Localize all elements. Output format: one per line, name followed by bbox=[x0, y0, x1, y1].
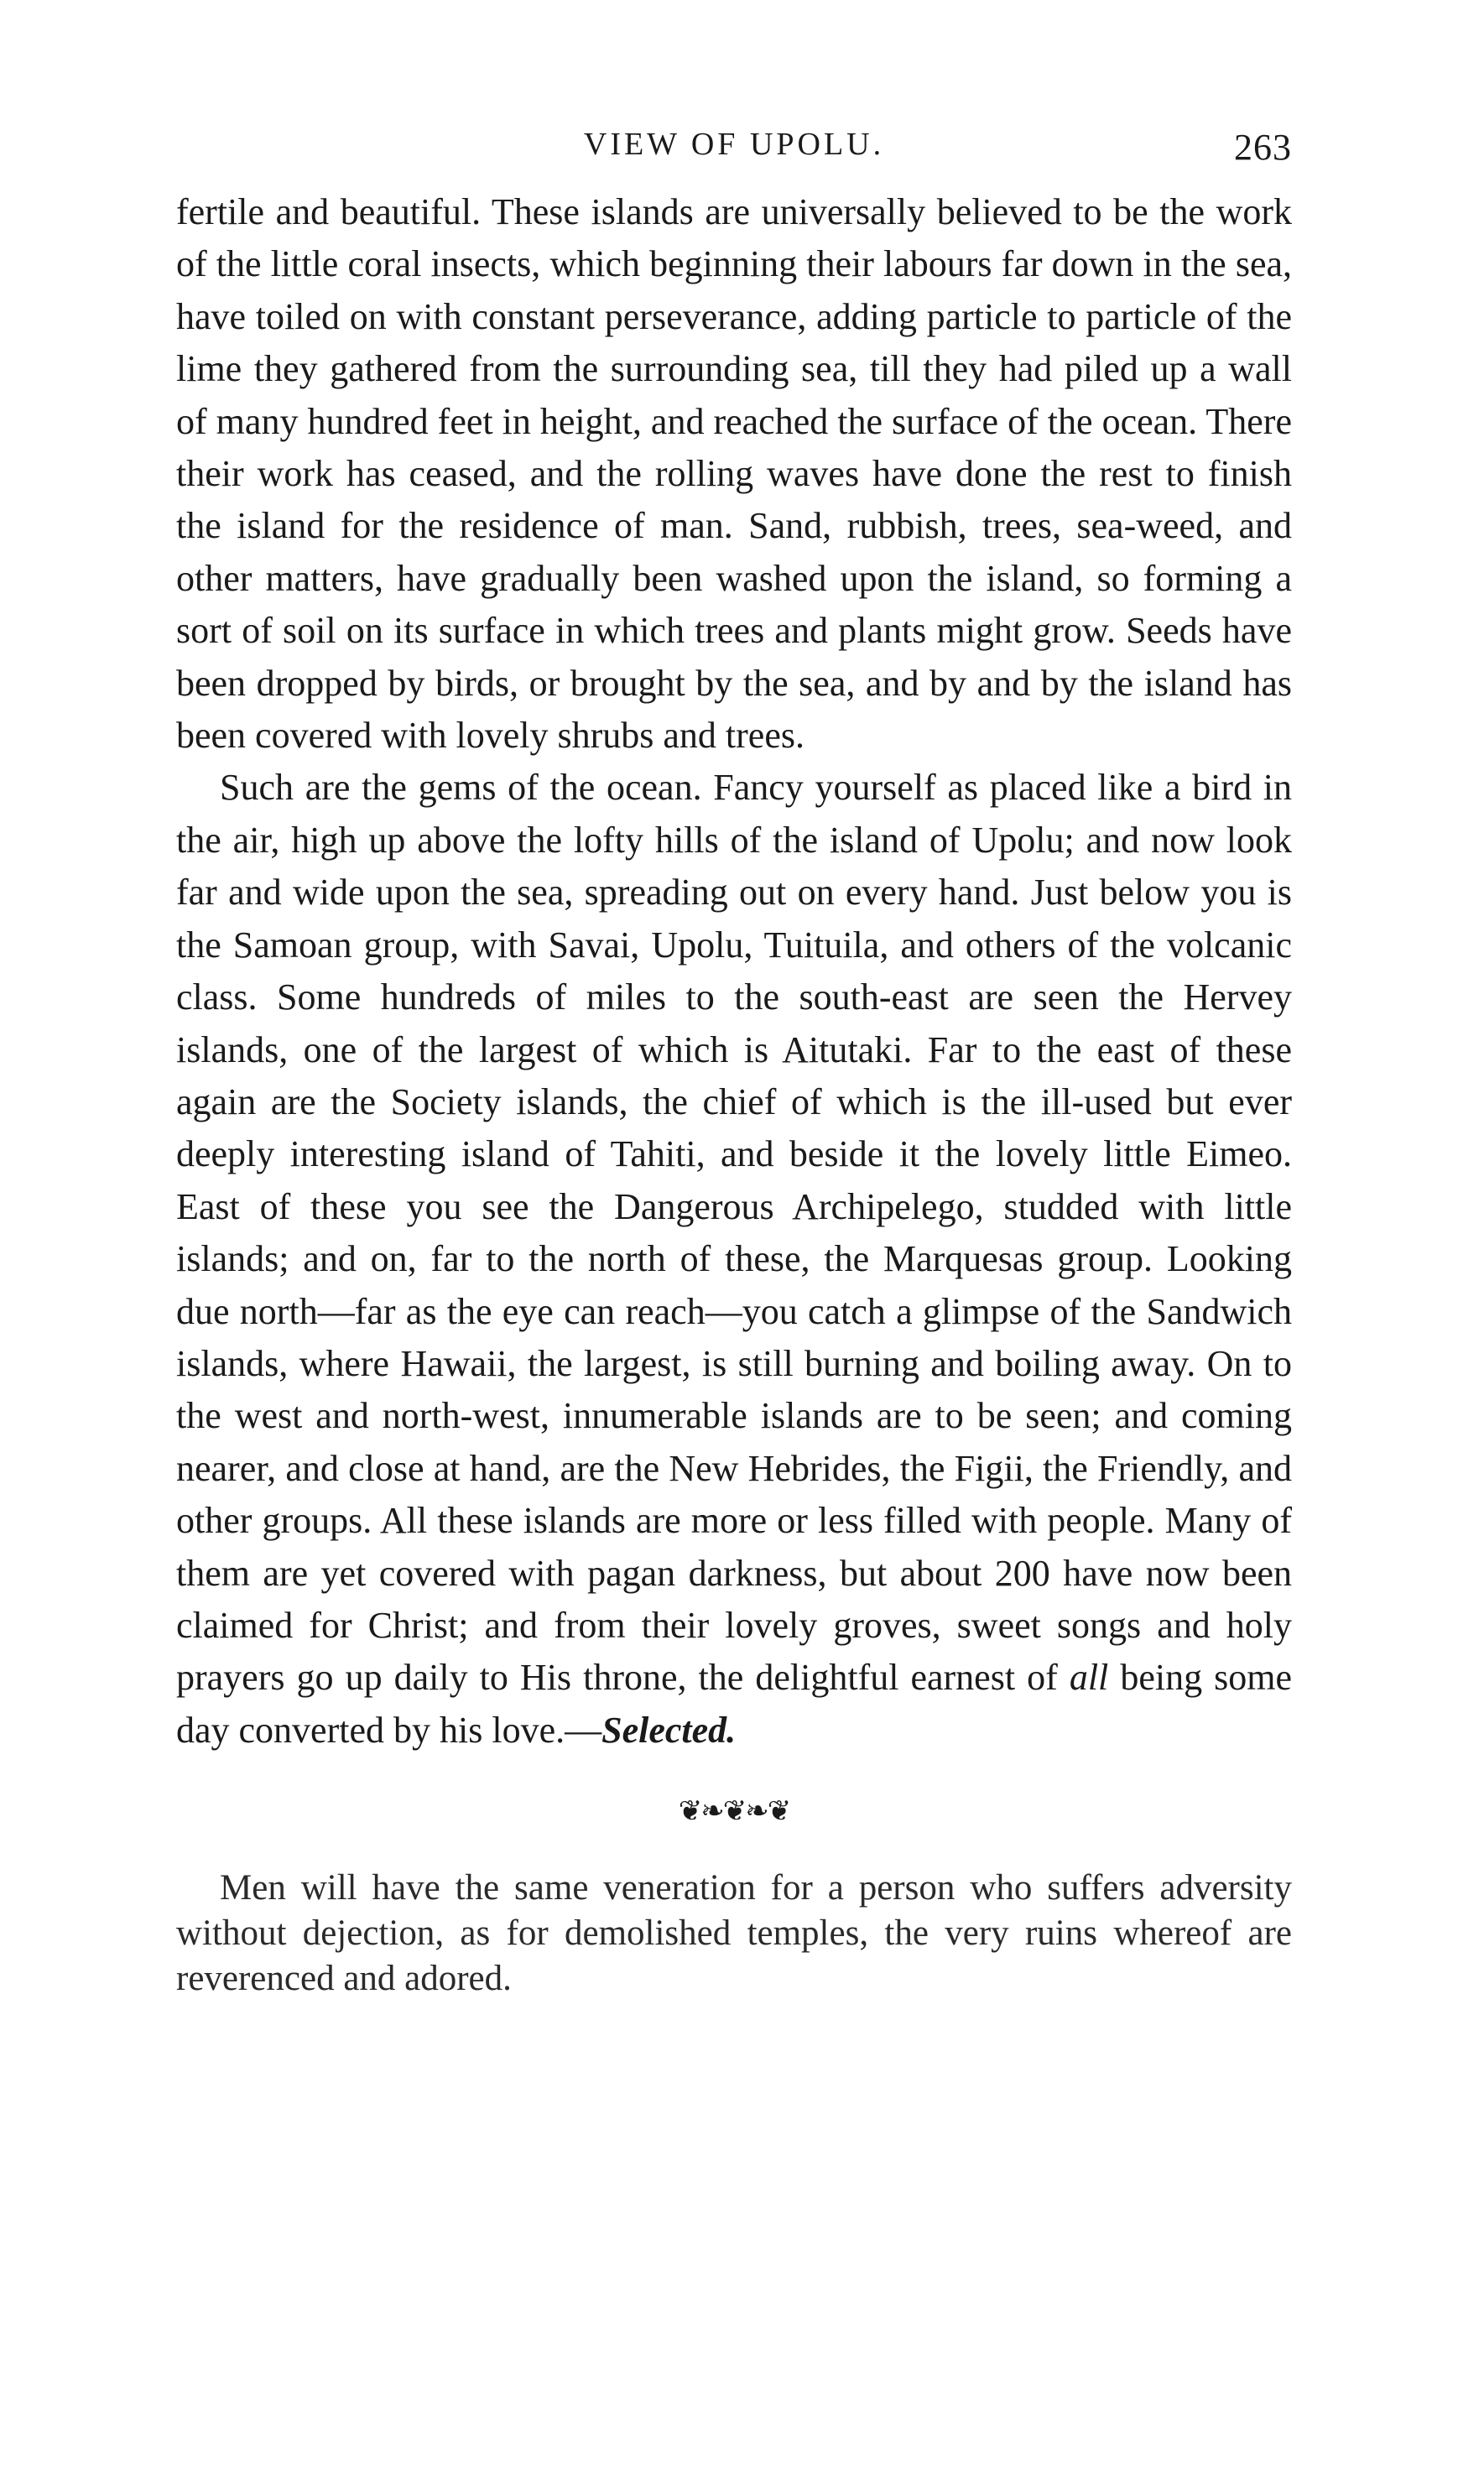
quote-veneration: Men will have the same veneration for a person who suffers adversity without dejection, as for demolished temples, the very ruins whereof are reverenced and adored. bbox=[176, 1868, 1292, 1999]
running-title: VIEW OF UPOLU. bbox=[583, 127, 885, 162]
ornament-divider: ❦❧❦❧❦ bbox=[678, 1796, 790, 1828]
page-number: 263 bbox=[1234, 127, 1292, 168]
paragraph-coral-islands: fertile and beautiful. These islands are universally believed to be the work of the little coral insects, which beginning their labours far down in the sea, have toiled on with constant perseverance, adding particle to particle of the lime they gathered from the surrounding sea, till they had piled up a wall of many hundred feet in height, and reached the surface of the ocean. There their work has ceased, and the rolling waves have done the rest to finish the island for the residence of man. Sand, rubbish, trees, sea-weed, and other matters, have gradually been washed upon the island, so forming a sort of soil on its surface in which trees and plants might grow. Seeds have been dropped by birds, or brought by the sea, and by and by the island has been covered with lovely shrubs and trees. bbox=[176, 191, 1292, 757]
paragraph-gems-text: Such are the gems of the ocean. Fancy yourself as placed like a bird in the air, high up above the lofty hills of the island of Upolu; and now look far and wide upon the sea, spreading out on every hand. Just below you is the Samoan group, with Savai, Upolu, Tuituila, and others of the volcanic class. Some hundreds of miles to the south-east are seen the Hervey islands, one of the largest of which is Aitutaki. Far to the east of these again are the Society islands, the chief of which is the ill-used but ever deeply interesting island of Tahiti, and beside it the lovely little Eimeo. East of these you see the Dangerous Archipelego, studded with little islands; and on, far to the north of these, the Marquesas group. Looking due north—far as the eye can reach—you catch a glimpse of the Sandwich islands, where Hawaii, the largest, is still burning and boiling away. On to the west and north-west, innumerable islands are to be seen; and coming nearer, and close at hand, are the New Hebrides, the Figii, the Friendly, and other groups. All these islands are more or less filled with people. Many of them are yet covered with pagan darkness, but about 200 have now been claimed for Christ; and from their lovely groves, sweet songs and holy prayers go up daily to His throne, the delightful earnest of bbox=[176, 767, 1292, 1699]
paragraph-gems-of-ocean bbox=[176, 762, 1292, 1757]
book-page bbox=[176, 126, 1292, 2002]
emphasis-all: all bbox=[1069, 1657, 1109, 1699]
paragraph-gems-ending: being some day converted by his love.— bbox=[176, 1657, 1292, 1751]
running-head bbox=[176, 126, 1292, 176]
attribution-selected: Selected. bbox=[601, 1709, 737, 1751]
